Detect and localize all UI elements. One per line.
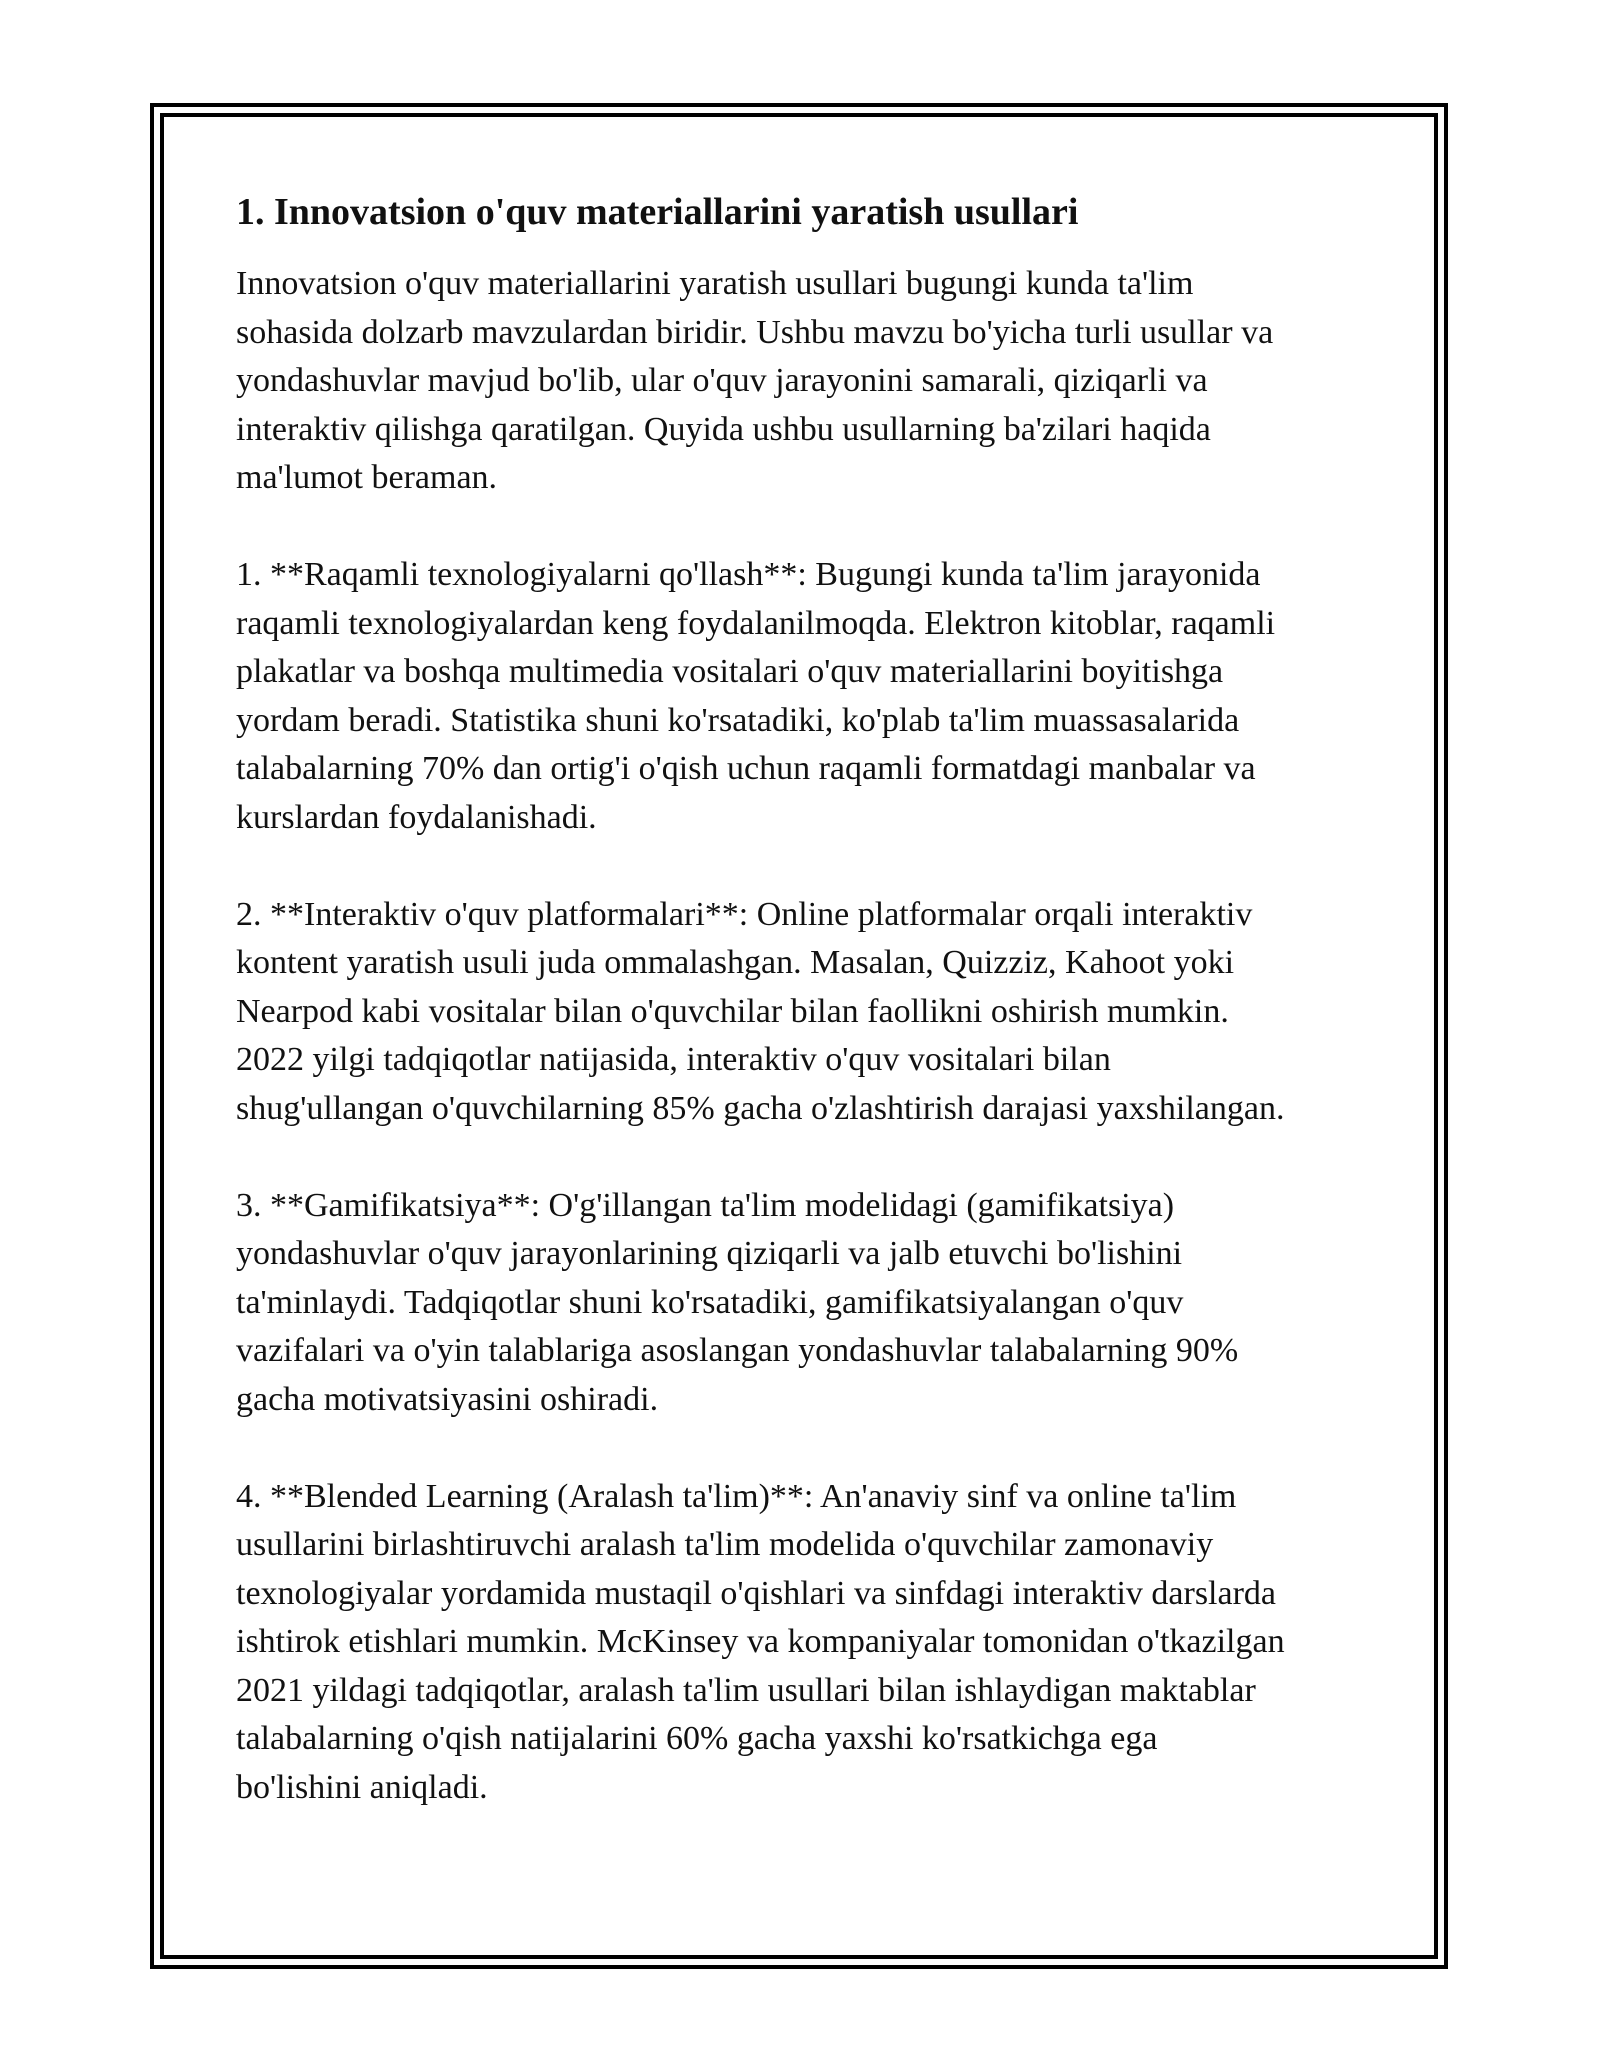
paragraph-interactive-platforms: 2. **Interaktiv o'quv platformalari**: Online platformalar orqali interaktiv kontent yaratish usuli juda ommalashgan. Masalan, Quizziz, Kahoot yoki Nearpod kabi vositalar bilan o'quvchilar bilan faollikni oshirish mumkin. 2022 yilgi tadqiqotlar natijasida, interaktiv o'quv vositalari bilan shug'ullangan o'quvchilarning 85% gacha o'zlashtirish darajasi yaxshilangan. (236, 895, 1285, 1127)
paragraph-gamification: 3. **Gamifikatsiya**: O'g'illangan ta'lim modelidagi (gamifikatsiya) yondashuvlar o'quv jarayonlarining qiziqarli va jalb etuvchi bo'lishini ta'minlaydi. Tadqiqotlar shuni ko'rsatadiki, gamifikatsiyalangan o'quv vazifalari va o'yin talablariga asoslangan yondashuvlar talabalarning 90% gacha motivatsiyasini oshiradi. (236, 1186, 1239, 1418)
intro-paragraph: Innovatsion o'quv materiallarini yaratish usullari bugungi kunda ta'lim sohasida dolzarb mavzulardan biridir. Ushbu mavzu bo'yicha turli usullar va yondashuvlar mavjud bo'lib, ular o'quv jarayonini samarali, qiziqarli va interaktiv qilishga qaratilgan. Quyida ushbu usullarning ba'zilari haqida ma'lumot beraman. (236, 265, 1274, 496)
section-heading: 1. Innovatsion o'quv materiallarini yaratish usullari (236, 191, 1079, 233)
document-body (236, 188, 1396, 1861)
paragraph-blended-learning: 4. **Blended Learning (Aralash ta'lim)**: An'anaviy sinf va online ta'lim usullarini birlashtiruvchi aralash ta'lim modelida o'quvchilar zamonaviy texnologiyalar yordamida mustaqil o'qishlari va sinfdagi interaktiv darslarda ishtirok etishlari mumkin. McKinsey va kompaniyalar tomonidan o'tkazilgan 2021 yildagi tadqiqotlar, aralash ta'lim usullari bilan ishlaydigan maktablar talabalarning o'qish natijalarini 60% gacha yaxshi ko'rsatkichga ega bo'lishini aniqladi. (236, 1477, 1285, 1806)
paragraph-digital-technologies: 1. **Raqamli texnologiyalarni qo'llash**: Bugungi kunda ta'lim jarayonida raqamli texnologiyalardan keng foydalanilmoqda. Elektron kitoblar, raqamli plakatlar va boshqa multimedia vositalari o'quv materiallarini boyitishga yordam beradi. Statistika shuni ko'rsatadiki, ko'plab ta'lim muassasalarida talabalarning 70% dan ortig'i o'qish uchun raqamli formatdagi manbalar va kurslardan foydalanishadi. (236, 556, 1276, 836)
